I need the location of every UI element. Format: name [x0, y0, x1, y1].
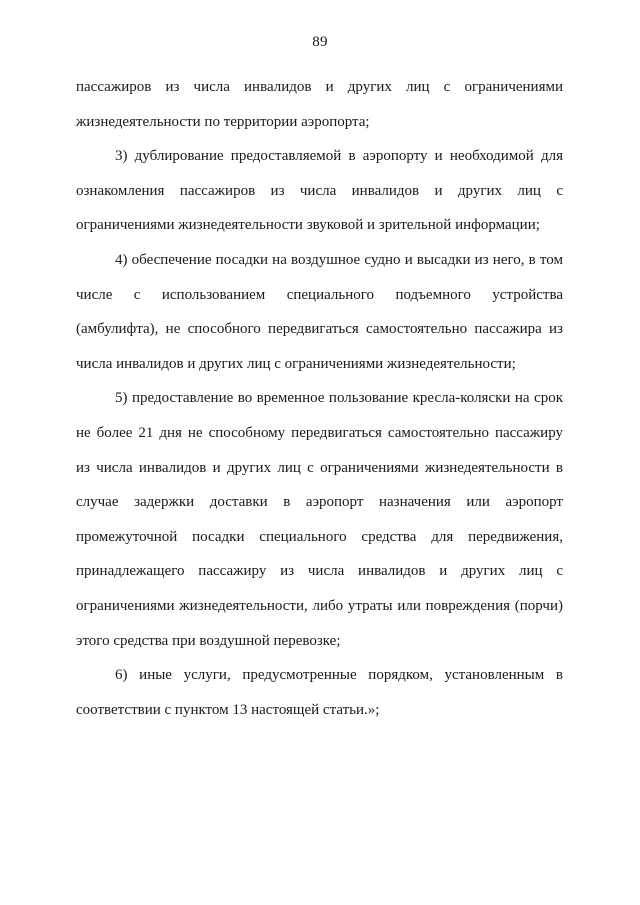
text-line: из числа инвалидов и других лиц с ограничениями жизнедеятельности в	[76, 459, 563, 476]
text-line: случае задержки доставки в аэропорт назначения или аэропорт	[76, 494, 563, 511]
text-line: этого средства при воздушной перевозке;	[76, 632, 341, 649]
page-number: 89	[312, 34, 328, 50]
text-line: промежуточной посадки специального средства для передвижения,	[76, 528, 563, 545]
text-line: 3) дублирование предоставляемой в аэропорту и необходимой для	[115, 148, 563, 165]
text-line: ознакомления пассажиров из числа инвалидов и других лиц с	[76, 182, 563, 199]
text-line: пассажиров из числа инвалидов и других лиц с ограничениями	[76, 79, 563, 95]
text-line: 6) иные услуги, предусмотренные порядком, установленным в	[115, 667, 563, 684]
text-line: принадлежащего пассажиру из числа инвалидов и других лиц с	[76, 563, 563, 580]
text-line: не более 21 дня не способному передвигаться самостоятельно пассажиру	[76, 424, 563, 441]
text-line: числа инвалидов и других лиц с ограничениями жизнедеятельности;	[76, 355, 516, 372]
text-line: жизнедеятельности по территории аэропорта;	[76, 113, 370, 130]
text-line: 5) предоставление во временное пользование кресла-коляски на срок	[115, 390, 563, 407]
text-line: (амбулифта), не способного передвигаться самостоятельно пассажира из	[76, 321, 563, 338]
text-line: 4) обеспечение посадки на воздушное судно и высадки из него, в том	[115, 251, 563, 268]
text-line: числе с использованием специального подъемного устройства	[76, 286, 563, 303]
text-line: соответствии с пунктом 13 настоящей статьи.»;	[76, 701, 380, 718]
text-line: ограничениями жизнедеятельности звуковой и зрительной информации;	[76, 217, 540, 234]
text-line: ограничениями жизнедеятельности, либо утраты или повреждения (порчи)	[76, 597, 563, 614]
body-text	[76, 70, 563, 727]
